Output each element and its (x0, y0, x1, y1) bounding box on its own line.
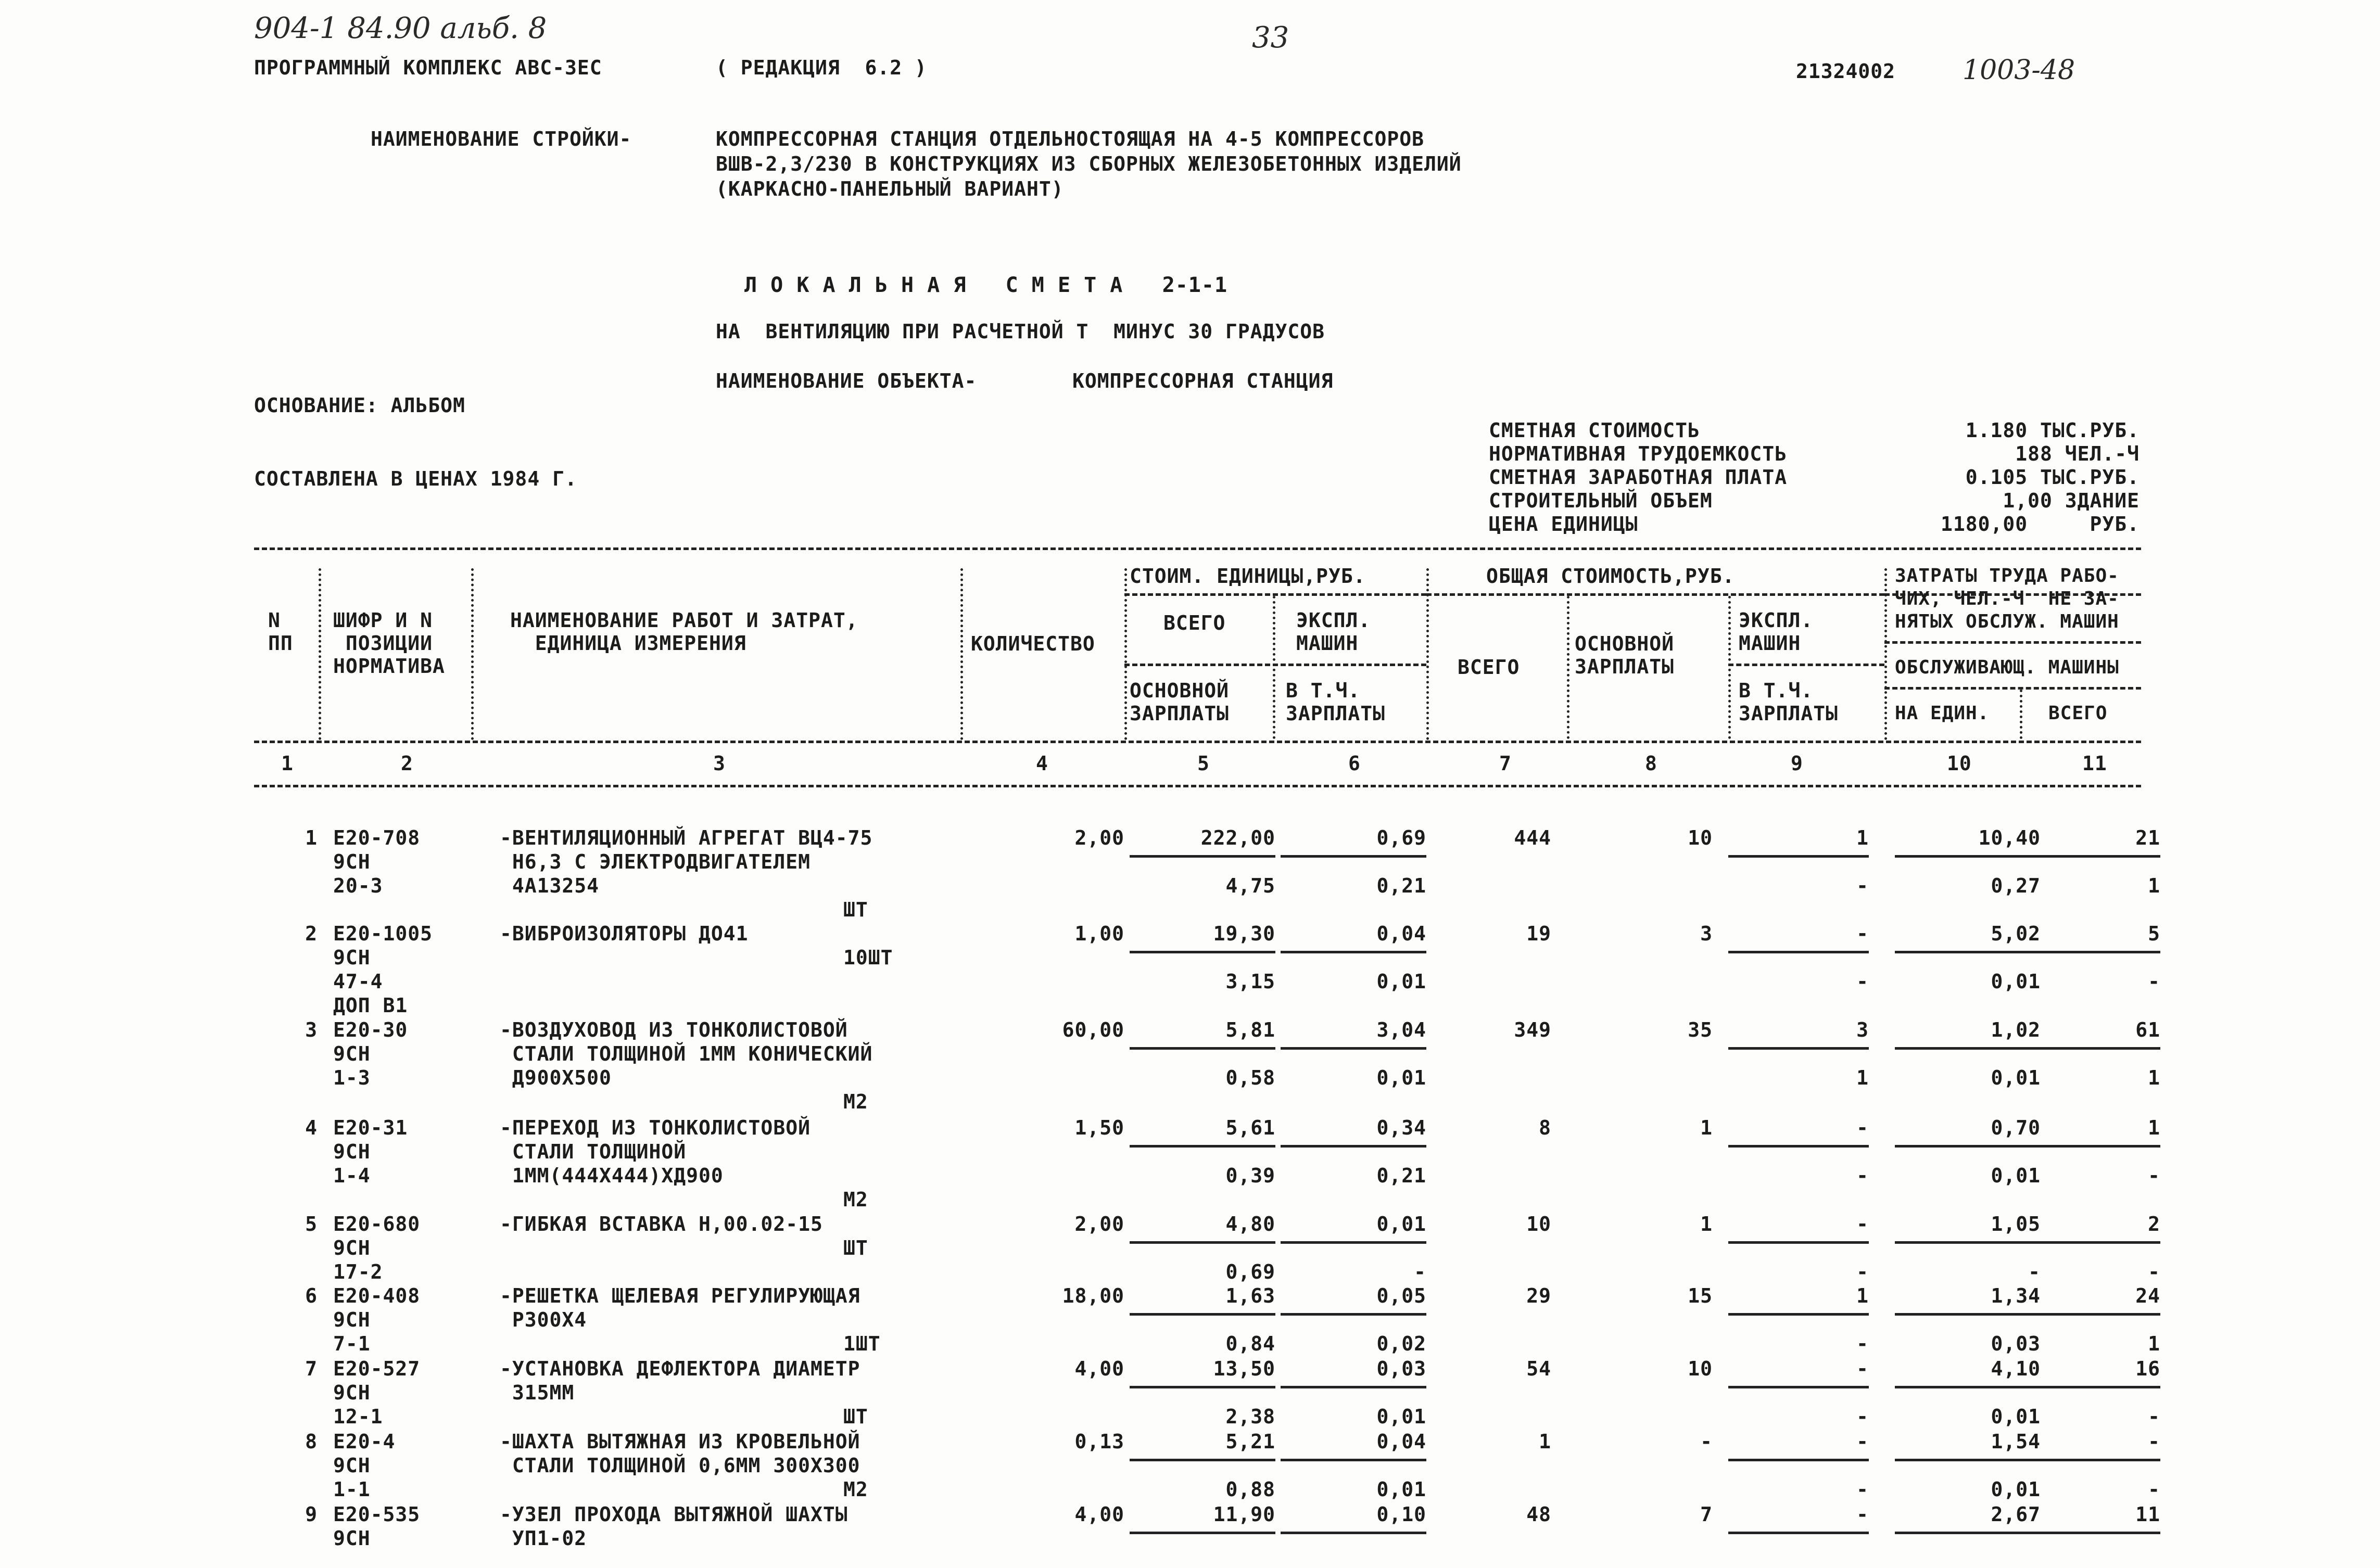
cell-divider (1895, 1145, 2041, 1148)
row-unit-incl-pay: 0,01 (1376, 1066, 1426, 1089)
row-code: 1-3 (333, 1066, 371, 1089)
row-qty: 4,00 (1074, 1503, 1124, 1526)
row-labor-unit: 2,67 (1991, 1503, 2041, 1526)
cell-divider (1281, 1459, 1426, 1461)
cell-divider (1728, 1386, 1869, 1388)
row-labor-total: 5 (2148, 922, 2160, 945)
row-qty: 60,00 (1062, 1018, 1124, 1041)
cell-divider (1895, 951, 2041, 953)
row-total-incl-pay: - (1856, 1405, 1869, 1428)
header-total-base-pay: ОСНОВНОЙ ЗАРПЛАТЫ (1575, 632, 1675, 678)
row-unit-machine: 0,10 (1376, 1503, 1426, 1526)
row-unit: 10ШТ (843, 946, 893, 969)
row-name: -ВИБРОИЗОЛЯТОРЫ ДО41 (500, 922, 749, 945)
column-number: 4 (1036, 752, 1048, 775)
row-name: УП1-02 (500, 1527, 587, 1550)
header-qty: КОЛИЧЕСТВО (971, 632, 1095, 655)
row-name: -РЕШЕТКА ЩЕЛЕВАЯ РЕГУЛИРУЮЩАЯ (500, 1284, 860, 1307)
column-number: 7 (1499, 752, 1512, 775)
cell-divider (2030, 1532, 2160, 1534)
row-number: 3 (305, 1018, 318, 1041)
row-total-base-pay: - (1700, 1430, 1713, 1453)
row-unit-total: 5,81 (1225, 1018, 1275, 1041)
row-total-incl-pay: - (1856, 874, 1869, 897)
estimate-prices: СОСТАВЛЕНА В ЦЕНАХ 1984 Г. (254, 467, 577, 490)
row-qty: 0,13 (1074, 1430, 1124, 1453)
program-name: ПРОГРАММНЫЙ КОМПЛЕКС АВС-3ЕС (254, 56, 602, 79)
row-total: 444 (1514, 826, 1551, 849)
row-code: Е20-4 (333, 1430, 396, 1453)
row-total-machine: - (1856, 1213, 1869, 1235)
row-code: 7-1 (333, 1332, 371, 1355)
cell-divider (1130, 1145, 1275, 1148)
row-number: 6 (305, 1284, 318, 1307)
row-labor-unit: 10,40 (1978, 826, 2041, 849)
cell-divider (1281, 855, 1426, 858)
cell-divider (1130, 1241, 1275, 1244)
cell-divider (1728, 1241, 1869, 1244)
handwritten-doc-code: 1003-48 (1963, 55, 2075, 86)
cell-divider (1728, 1047, 1869, 1050)
row-total-machine: - (1856, 1357, 1869, 1380)
cell-divider (1130, 1386, 1275, 1388)
unit-sub-rule (1124, 664, 1426, 666)
row-labor-service-unit: 0,01 (1991, 1405, 2041, 1428)
row-unit-total: 4,80 (1225, 1213, 1275, 1235)
row-qty: 18,00 (1062, 1284, 1124, 1307)
row-code: 9СН (333, 1042, 371, 1065)
row-labor-service-total: - (2148, 1478, 2160, 1501)
row-code: 9СН (333, 1236, 371, 1259)
row-unit-incl-pay: 0,01 (1376, 970, 1426, 993)
column-number: 5 (1197, 752, 1210, 775)
header-labor-total: ВСЕГО (2048, 703, 2108, 724)
construction-label: НАИМЕНОВАНИЕ СТРОЙКИ- (371, 128, 632, 150)
row-unit-base-pay: 0,88 (1225, 1478, 1275, 1501)
row-code: Е20-31 (333, 1116, 408, 1139)
cell-divider (1728, 951, 1869, 953)
header-code: ШИФР И N ПОЗИЦИИ НОРМАТИВА (333, 609, 445, 678)
row-unit-incl-pay: 0,01 (1376, 1405, 1426, 1428)
row-unit: М2 (843, 1090, 868, 1113)
header-unit-base-pay: ОСНОВНОЙ ЗАРПЛАТЫ (1130, 679, 1230, 725)
row-unit-base-pay: 2,38 (1225, 1405, 1275, 1428)
header-total-group: ОБЩАЯ СТОИМОСТЬ,РУБ. (1486, 565, 1735, 588)
header-name: НАИМЕНОВАНИЕ РАБОТ И ЗАТРАТ, ЕДИНИЦА ИЗМЕРЕНИЯ (510, 609, 858, 655)
row-labor-service-unit: 0,01 (1991, 1066, 2041, 1089)
row-number: 2 (305, 922, 318, 945)
row-total-machine: 1 (1856, 826, 1869, 849)
row-total-incl-pay: - (1856, 970, 1869, 993)
row-unit: ШТ (843, 898, 868, 921)
summary-label: ЦЕНА ЕДИНИЦЫ (1489, 513, 1638, 536)
vsep (2020, 690, 2022, 739)
vsep (1124, 568, 1127, 740)
header-unit-total: ВСЕГО (1163, 611, 1226, 634)
summary-value: 188 ЧЕЛ.-Ч (2015, 442, 2140, 465)
column-number: 9 (1791, 752, 1803, 775)
cell-divider (1895, 855, 2041, 858)
cell-divider (2030, 1047, 2160, 1050)
row-total: 19 (1526, 922, 1551, 945)
estimate-basis: ОСНОВАНИЕ: АЛЬБОМ (254, 394, 465, 417)
summary-label: СМЕТНАЯ ЗАРАБОТНАЯ ПЛАТА (1489, 466, 1788, 489)
row-total: 8 (1539, 1116, 1551, 1139)
cell-divider (1130, 1459, 1275, 1461)
summary-label: НОРМАТИВНАЯ ТРУДОЕМКОСТЬ (1489, 442, 1788, 465)
object-label: НАИМЕНОВАНИЕ ОБЪЕКТА- (716, 369, 977, 392)
row-qty: 1,00 (1074, 922, 1124, 945)
labor-group-rule-3 (1884, 687, 2141, 690)
row-number: 8 (305, 1430, 318, 1453)
row-unit-machine: 0,34 (1376, 1116, 1426, 1139)
header-total-incl-pay: В Т.Ч. ЗАРПЛАТЫ (1739, 679, 1839, 725)
row-unit-total: 222,00 (1200, 826, 1275, 849)
row-labor-service-total: - (2148, 1260, 2160, 1283)
row-unit-machine: 0,05 (1376, 1284, 1426, 1307)
row-total-base-pay: 10 (1688, 826, 1713, 849)
cell-divider (2030, 1313, 2160, 1316)
column-number: 3 (713, 752, 726, 775)
row-total-base-pay: 10 (1688, 1357, 1713, 1380)
row-name: -ВЕНТИЛЯЦИОННЫЙ АГРЕГАТ ВЦ4-75 (500, 826, 873, 849)
row-code: Е20-408 (333, 1284, 421, 1307)
row-labor-unit: 1,54 (1991, 1430, 2041, 1453)
row-labor-total: 1 (2148, 1116, 2160, 1139)
row-unit-incl-pay: 0,21 (1376, 874, 1426, 897)
cell-divider (1281, 1047, 1426, 1050)
vsep (960, 568, 963, 740)
row-code: 9СН (333, 850, 371, 873)
row-unit-total: 1,63 (1225, 1284, 1275, 1307)
object-value: КОМПРЕССОРНАЯ СТАНЦИЯ (1072, 369, 1334, 392)
total-group-rule (1426, 593, 1884, 596)
cell-divider (2030, 951, 2160, 953)
row-code: 17-2 (333, 1260, 383, 1283)
row-total: 10 (1526, 1213, 1551, 1235)
row-total-incl-pay: - (1856, 1332, 1869, 1355)
row-code: 9СН (333, 1454, 371, 1477)
estimate-title: Л О К А Л Ь Н А Я С М Е Т А 2-1-1 (744, 273, 1228, 297)
row-code: Е20-30 (333, 1018, 408, 1041)
row-unit-machine: 0,69 (1376, 826, 1426, 849)
row-code: 9СН (333, 1381, 371, 1404)
row-total-machine: 3 (1856, 1018, 1869, 1041)
row-total: 48 (1526, 1503, 1551, 1526)
header-unit-incl-pay: В Т.Ч. ЗАРПЛАТЫ (1286, 679, 1386, 725)
header-unit-group: СТОИМ. ЕДИНИЦЫ,РУБ. (1130, 565, 1366, 588)
header-total-machine: ЭКСПЛ. МАШИН (1739, 609, 1814, 655)
row-unit-base-pay: 0,39 (1225, 1164, 1275, 1187)
program-edition: ( РЕДАКЦИЯ 6.2 ) (716, 56, 927, 79)
row-labor-total: 24 (2135, 1284, 2160, 1307)
summary-value: 0.105 ТЫС.РУБ. (1965, 466, 2140, 489)
row-total-machine: - (1856, 922, 1869, 945)
cell-divider (1130, 1313, 1275, 1316)
column-number: 2 (401, 752, 413, 775)
row-total-base-pay: 15 (1688, 1284, 1713, 1307)
header-labor-service: ОБСЛУЖИВАЮЩ. МАШИНЫ (1895, 657, 2119, 678)
cell-divider (1130, 855, 1275, 858)
row-total-machine: 1 (1856, 1284, 1869, 1307)
row-unit-base-pay: 0,69 (1225, 1260, 1275, 1283)
cell-divider (1895, 1532, 2041, 1534)
header-labor-unit: НА ЕДИН. (1895, 703, 1990, 724)
handwritten-project-code: 904-1 84.90 альб. 8 (254, 11, 547, 45)
row-name: -УЗЕЛ ПРОХОДА ВЫТЯЖНОЙ ШАХТЫ (500, 1503, 848, 1526)
row-labor-service-total: - (2148, 1405, 2160, 1428)
cell-divider (2030, 1241, 2160, 1244)
row-name: -ШАХТА ВЫТЯЖНАЯ ИЗ КРОВЕЛЬНОЙ (500, 1430, 860, 1453)
row-labor-service-total: - (2148, 970, 2160, 993)
header-bottom-rule (254, 741, 2141, 743)
row-labor-service-total: 1 (2148, 1066, 2160, 1089)
row-labor-total: 2 (2148, 1213, 2160, 1235)
row-code: Е20-1005 (333, 922, 433, 945)
row-total-base-pay: 35 (1688, 1018, 1713, 1041)
row-total: 349 (1514, 1018, 1551, 1041)
cell-divider (1728, 855, 1869, 858)
vsep (1273, 596, 1275, 739)
row-unit-total: 5,61 (1225, 1116, 1275, 1139)
row-labor-unit: 0,70 (1991, 1116, 2041, 1139)
row-labor-service-total: 1 (2148, 874, 2160, 897)
row-labor-total: - (2148, 1430, 2160, 1453)
row-unit-machine: 3,04 (1376, 1018, 1426, 1041)
cell-divider (1130, 951, 1275, 953)
row-labor-service-unit: 0,01 (1991, 970, 2041, 993)
row-name: -УСТАНОВКА ДЕФЛЕКТОРА ДИАМЕТР (500, 1357, 860, 1380)
row-code: Е20-535 (333, 1503, 421, 1526)
cell-divider (2030, 1145, 2160, 1148)
construction-line-2: ВШВ-2,3/230 В КОНСТРУКЦИЯХ ИЗ СБОРНЫХ ЖЕЛЕЗОБЕТОННЫХ ИЗДЕЛИЙ (716, 152, 1462, 175)
row-code: 9СН (333, 946, 371, 969)
total-sub-rule (1728, 664, 1884, 666)
row-name: СТАЛИ ТОЛЩИНОЙ 0,6ММ 300Х300 (500, 1454, 860, 1477)
row-qty: 2,00 (1074, 1213, 1124, 1235)
row-code: 12-1 (333, 1405, 383, 1428)
row-total-incl-pay: 1 (1856, 1066, 1869, 1089)
cell-divider (1728, 1145, 1869, 1148)
row-labor-service-unit: 0,03 (1991, 1332, 2041, 1355)
cell-divider (1895, 1386, 2041, 1388)
column-number: 10 (1947, 752, 1972, 775)
row-name: СТАЛИ ТОЛЩИНОЙ 1ММ КОНИЧЕСКИЙ (500, 1042, 873, 1065)
row-number: 5 (305, 1213, 318, 1235)
handwritten-page-number: 33 (1252, 21, 1289, 55)
row-total-base-pay: 7 (1700, 1503, 1713, 1526)
row-total-machine: - (1856, 1503, 1869, 1526)
row-unit-total: 13,50 (1213, 1357, 1275, 1380)
cell-divider (1895, 1313, 2041, 1316)
row-labor-service-total: 1 (2148, 1332, 2160, 1355)
row-code: Е20-527 (333, 1357, 421, 1380)
unit-group-rule (1124, 593, 1426, 596)
row-labor-unit: 1,05 (1991, 1213, 2041, 1235)
row-code: ДОП В1 (333, 994, 408, 1017)
row-unit-base-pay: 3,15 (1225, 970, 1275, 993)
vsep (319, 568, 321, 740)
cell-divider (2030, 855, 2160, 858)
row-name: -ГИБКАЯ ВСТАВКА Н,00.02-15 (500, 1213, 823, 1235)
vsep (1426, 568, 1429, 740)
row-name: -ПЕРЕХОД ИЗ ТОНКОЛИСТОВОЙ (500, 1116, 811, 1139)
column-number: 8 (1645, 752, 1657, 775)
row-labor-total: 61 (2135, 1018, 2160, 1041)
row-qty: 1,50 (1074, 1116, 1124, 1139)
cell-divider (1728, 1532, 1869, 1534)
row-number: 9 (305, 1503, 318, 1526)
row-unit-total: 5,21 (1225, 1430, 1275, 1453)
cell-divider (1281, 1386, 1426, 1388)
row-unit-total: 11,90 (1213, 1503, 1275, 1526)
row-unit-incl-pay: 0,01 (1376, 1478, 1426, 1501)
row-labor-total: 11 (2135, 1503, 2160, 1526)
row-unit-incl-pay: - (1414, 1260, 1426, 1283)
row-labor-unit: 1,34 (1991, 1284, 2041, 1307)
row-unit-machine: 0,04 (1376, 1430, 1426, 1453)
cell-divider (1281, 951, 1426, 953)
row-unit-incl-pay: 0,02 (1376, 1332, 1426, 1355)
row-total-incl-pay: - (1856, 1478, 1869, 1501)
colnum-bottom-rule (254, 785, 2141, 787)
row-code: 1-1 (333, 1478, 371, 1501)
row-total-machine: - (1856, 1430, 1869, 1453)
table-top-rule (254, 547, 2141, 550)
row-labor-unit: 4,10 (1991, 1357, 2041, 1380)
row-unit-machine: 0,01 (1376, 1213, 1426, 1235)
vsep (1884, 568, 1887, 740)
row-qty: 4,00 (1074, 1357, 1124, 1380)
cell-divider (1728, 1459, 1869, 1461)
header-n: N ПП (268, 609, 293, 655)
row-labor-unit: 5,02 (1991, 922, 2041, 945)
row-name: 315ММ (500, 1381, 575, 1404)
row-qty: 2,00 (1074, 826, 1124, 849)
row-code: 9СН (333, 1140, 371, 1163)
row-labor-total: 21 (2135, 826, 2160, 849)
row-unit-base-pay: 0,58 (1225, 1066, 1275, 1089)
row-name: 4А13254 (500, 874, 600, 897)
cell-divider (1728, 1313, 1869, 1316)
row-total-incl-pay: - (1856, 1164, 1869, 1187)
summary-value: 1180,00 РУБ. (1940, 513, 2140, 536)
row-total: 54 (1526, 1357, 1551, 1380)
row-unit-base-pay: 4,75 (1225, 874, 1275, 897)
row-labor-unit: 1,02 (1991, 1018, 2041, 1041)
row-unit: М2 (843, 1188, 868, 1211)
summary-value: 1.180 ТЫС.РУБ. (1965, 419, 2140, 442)
document-code: 21324002 (1796, 60, 1896, 83)
row-unit-machine: 0,04 (1376, 922, 1426, 945)
row-labor-total: 16 (2135, 1357, 2160, 1380)
row-labor-service-unit: 0,01 (1991, 1164, 2041, 1187)
vsep (471, 568, 474, 740)
row-unit: 1ШТ (843, 1332, 881, 1355)
row-unit: ШТ (843, 1405, 868, 1428)
cell-divider (1281, 1145, 1426, 1148)
header-unit-machine: ЭКСПЛ. МАШИН (1296, 609, 1371, 655)
summary-value: 1,00 ЗДАНИЕ (2003, 489, 2140, 512)
cell-divider (2030, 1459, 2160, 1461)
row-name: Р300Х4 (500, 1308, 587, 1331)
row-number: 7 (305, 1357, 318, 1380)
row-total: 29 (1526, 1284, 1551, 1307)
row-code: Е20-708 (333, 826, 421, 849)
row-unit-incl-pay: 0,21 (1376, 1164, 1426, 1187)
row-code: Е20-680 (333, 1213, 421, 1235)
row-labor-service-unit: - (2028, 1260, 2041, 1283)
row-total: 1 (1539, 1430, 1551, 1453)
construction-line-3: (КАРКАСНО-ПАНЕЛЬНЫЙ ВАРИАНТ) (716, 177, 1064, 200)
labor-group-rule-2 (1884, 641, 2141, 644)
cell-divider (2030, 1386, 2160, 1388)
vsep (1728, 596, 1731, 739)
cell-divider (1281, 1313, 1426, 1316)
row-labor-service-unit: 0,01 (1991, 1478, 2041, 1501)
header-labor-group: ЗАТРАТЫ ТРУДА РАБО- ЧИХ, ЧЕЛ.-Ч НЕ ЗА- НЯТЫХ ОБСЛУЖ. МАШИН (1895, 565, 2119, 632)
construction-line-1: КОМПРЕССОРНАЯ СТАНЦИЯ ОТДЕЛЬНОСТОЯЩАЯ НА 4-5 КОМПРЕССОРОВ (716, 128, 1425, 150)
row-name: СТАЛИ ТОЛЩИНОЙ (500, 1140, 687, 1163)
cell-divider (1281, 1532, 1426, 1534)
row-unit-base-pay: 0,84 (1225, 1332, 1275, 1355)
cell-divider (1130, 1047, 1275, 1050)
row-code: 9СН (333, 1308, 371, 1331)
row-total-base-pay: 1 (1700, 1213, 1713, 1235)
column-number: 6 (1348, 752, 1361, 775)
cell-divider (1895, 1047, 2041, 1050)
row-code: 20-3 (333, 874, 383, 897)
summary-label: СТРОИТЕЛЬНЫЙ ОБЪЕМ (1489, 489, 1713, 512)
row-unit: М2 (843, 1478, 868, 1501)
row-unit-machine: 0,03 (1376, 1357, 1426, 1380)
row-code: 47-4 (333, 970, 383, 993)
row-total-base-pay: 3 (1700, 922, 1713, 945)
header-total-all: ВСЕГО (1458, 656, 1520, 679)
column-number: 11 (2082, 752, 2107, 775)
row-code: 9СН (333, 1527, 371, 1550)
row-total-base-pay: 1 (1700, 1116, 1713, 1139)
row-name: Н6,3 С ЭЛЕКТРОДВИГАТЕЛЕМ (500, 850, 811, 873)
row-number: 1 (305, 826, 318, 849)
column-number: 1 (281, 752, 294, 775)
row-number: 4 (305, 1116, 318, 1139)
row-name: 1ММ(444Х444)ХД900 (500, 1164, 724, 1187)
row-name: -ВОЗДУХОВОД ИЗ ТОНКОЛИСТОВОЙ (500, 1018, 848, 1041)
row-labor-service-unit: 0,27 (1991, 874, 2041, 897)
row-labor-service-total: - (2148, 1164, 2160, 1187)
cell-divider (1130, 1532, 1275, 1534)
summary-label: СМЕТНАЯ СТОИМОСТЬ (1489, 419, 1700, 442)
cell-divider (1895, 1459, 2041, 1461)
cell-divider (1281, 1241, 1426, 1244)
row-total-incl-pay: - (1856, 1260, 1869, 1283)
row-code: 1-4 (333, 1164, 371, 1187)
vsep (1567, 596, 1569, 739)
row-total-machine: - (1856, 1116, 1869, 1139)
cell-divider (1895, 1241, 2041, 1244)
row-name: Д900Х500 (500, 1066, 612, 1089)
estimate-subtitle: НА ВЕНТИЛЯЦИЮ ПРИ РАСЧЕТНОЙ Т МИНУС 30 ГРАДУСОВ (716, 320, 1325, 343)
row-unit: ШТ (843, 1236, 868, 1259)
row-unit-total: 19,30 (1213, 922, 1275, 945)
